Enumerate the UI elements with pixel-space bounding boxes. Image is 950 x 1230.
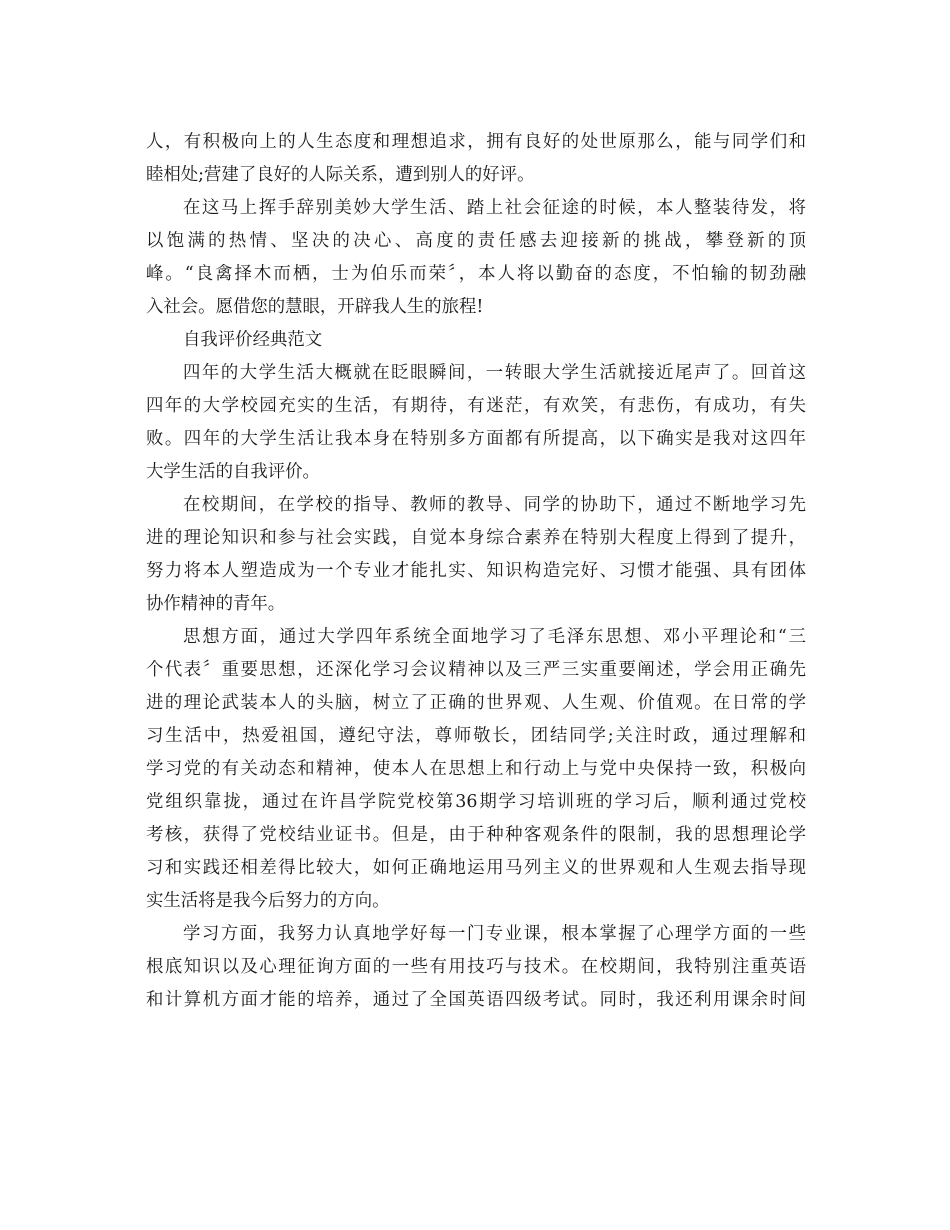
text-line: 大学生活的自我评价。 bbox=[146, 462, 320, 482]
text-line: 协作精神的青年。 bbox=[146, 594, 286, 614]
text-line: 党组织靠拢，通过在许昌学院党校第36期学习培训班的学习后，顺利通过党校 bbox=[146, 792, 806, 812]
text-line: 考核，获得了党校结业证书。但是，由于种种客观条件的限制，我的思想理论学 bbox=[146, 825, 806, 845]
text-line: 败。四年的大学生活让我本身在特别多方面都有所提高，以下确实是我对这四年 bbox=[146, 429, 806, 449]
text-line: 学习方面，我努力认真地学好每一门专业课，根本掌握了心理学方面的一些 bbox=[183, 924, 806, 944]
text-line: 进的理论知识和参与社会实践，自觉本身综合素养在特别大程度上得到了提升， bbox=[146, 528, 806, 548]
text-line: 睦相处;营建了良好的人际关系，遭到别人的好评。 bbox=[146, 165, 535, 185]
text-line: 以饱满的热情、坚决的决心、高度的责任感去迎接新的挑战，攀登新的顶 bbox=[146, 231, 806, 251]
text-line: 学习党的有关动态和精神，使本人在思想上和行动上与党中央保持一致，积极向 bbox=[146, 759, 806, 779]
text-line: 习生活中，热爱祖国，遵纪守法，尊师敬长，团结同学;关注时政，通过理解和 bbox=[146, 726, 806, 746]
text-line: 根底知识以及心理征询方面的一些有用技巧与技术。在校期间，我特别注重英语 bbox=[146, 957, 806, 977]
text-line: 入社会。愿借您的慧眼，开辟我人生的旅程! bbox=[146, 297, 484, 317]
text-line: 在这马上挥手辞别美妙大学生活、踏上社会征途的时候，本人整装待发，将 bbox=[183, 198, 806, 218]
text-line: 和计算机方面才能的培养，通过了全国英语四级考试。同时，我还利用课余时间 bbox=[146, 990, 806, 1010]
section-heading: 自我评价经典范文 bbox=[183, 330, 323, 350]
document-body bbox=[146, 126, 806, 1017]
text-line: 努力将本人塑造成为一个专业才能扎实、知识构造完好、习惯才能强、具有团体 bbox=[146, 561, 806, 581]
text-line: 思想方面，通过大学四年系统全面地学习了毛泽东思想、邓小平理论和“三 bbox=[183, 627, 806, 647]
text-line: 四年的大学校园充实的生活，有期待，有迷茫，有欢笑，有悲伤，有成功，有失 bbox=[146, 396, 806, 416]
text-line: 峰。“良禽择木而栖，士为伯乐而荣〞，本人将以勤奋的态度，不怕输的韧劲融 bbox=[146, 264, 806, 284]
text-line: 四年的大学生活大概就在眨眼瞬间，一转眼大学生活就接近尾声了。回首这 bbox=[183, 363, 806, 383]
text-line: 在校期间，在学校的指导、教师的教导、同学的协助下，通过不断地学习先 bbox=[183, 495, 806, 515]
text-line: 实生活将是我今后努力的方向。 bbox=[146, 891, 390, 911]
text-line: 进的理论武装本人的头脑，树立了正确的世界观、人生观、价值观。在日常的学 bbox=[146, 693, 806, 713]
text-line: 人，有积极向上的人生态度和理想追求，拥有良好的处世原那么，能与同学们和 bbox=[146, 132, 806, 152]
text-line: 习和实践还相差得比较大，如何正确地运用马列主义的世界观和人生观去指导现 bbox=[146, 858, 806, 878]
text-line: 个代表〞重要思想，还深化学习会议精神以及三严三实重要阐述，学会用正确先 bbox=[146, 660, 806, 680]
